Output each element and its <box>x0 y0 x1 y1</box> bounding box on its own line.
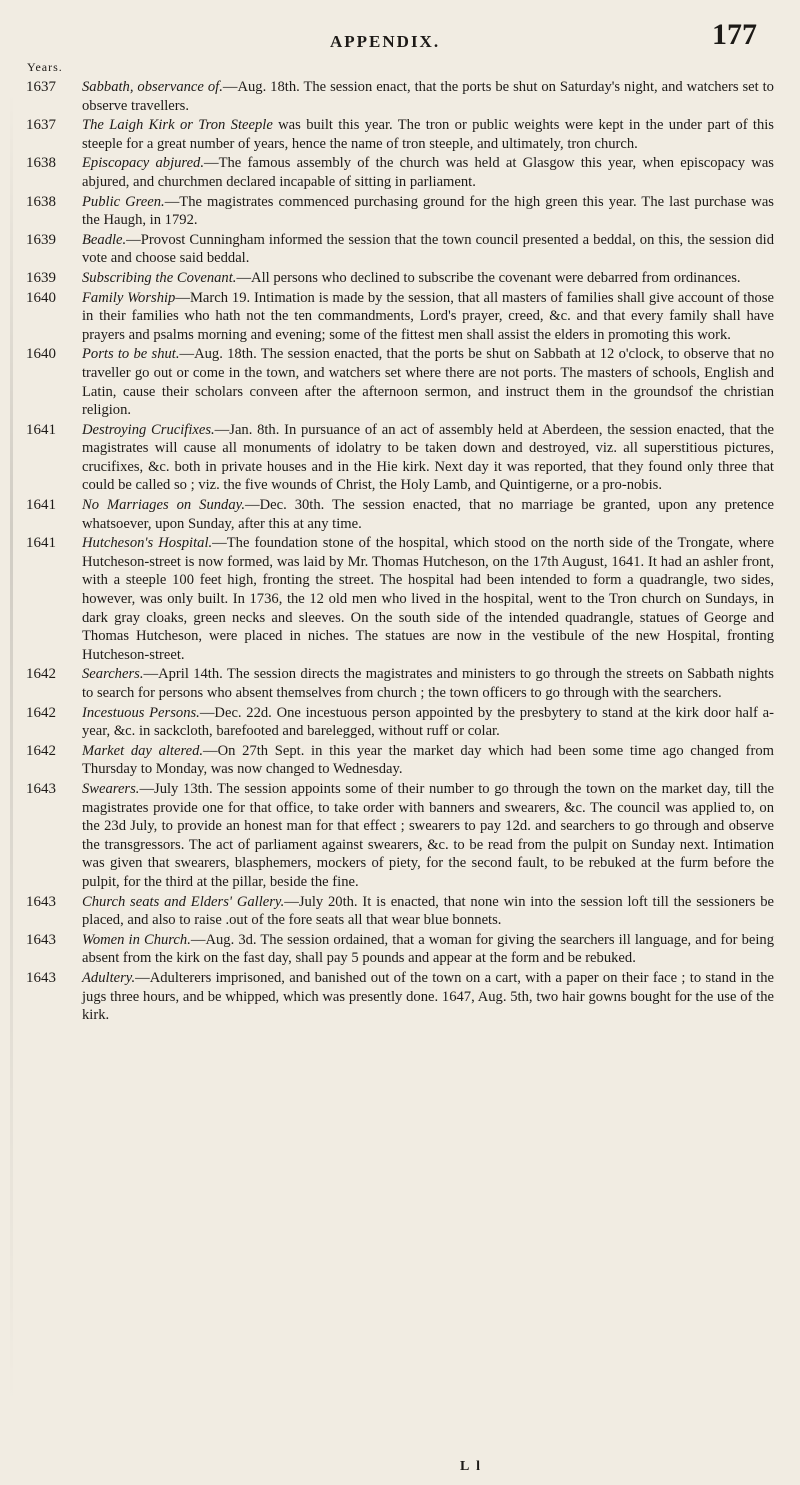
entry-heading: Incestuous Persons. <box>82 704 200 721</box>
chronology-entry <box>26 154 774 191</box>
entry-body: —Aug. 18th. The session enacted, that the ports be shut on Sabbath at 12 o'clock, to observe that no traveller go out or come in the town, and watchers set where there are not ports. The masters of schools, English and Latin, cause their scholars conveen after the afternoon sermon, and instruct them in the groundsof the christian religion. <box>82 346 774 419</box>
entry-heading: Subscribing the Covenant. <box>82 269 237 286</box>
entry-heading: Beadle. <box>82 231 127 248</box>
entry-body: —Aug. 18th. The session enact, that the ports be shut on Saturday's night, and watchers set to observe travellers. <box>82 79 774 114</box>
chronology-entry <box>26 742 774 779</box>
entry-body: —All persons who declined to subscribe the covenant were debarred from ordinances. <box>236 269 741 286</box>
entry-heading: Episcopacy abjured. <box>82 155 204 172</box>
entry-year: 1643 <box>26 780 56 797</box>
entry-body: —Adulterers imprisoned, and banished out of the town on a cart, with a paper on their face ; to stand in the jugs three hours, and be whipped, which was presently done. 1647, Aug. 5th, two hair gowns bought for the use of the kirk. <box>82 969 774 1024</box>
entry-year: 1643 <box>26 969 56 986</box>
entry-year: 1642 <box>26 666 56 683</box>
chronology-entry <box>26 704 774 741</box>
binding-shadow <box>10 90 13 1410</box>
entry-year: 1637 <box>26 79 56 95</box>
entry-body: —The foundation stone of the hospital, which stood on the north side of the Trongate, where Hutcheson-street is now formed, was laid by Mr. Thomas Hutcheson, on the 17th August, 1641. It had an ashler front, with a steeple 100 feet high, fronting the street. The hospital had been intended to form a quadrangle, two sides, however, was only built. In 1736, the 12 old men who lived in the hospital, went to the Tron church on Sundays, in dark gray cloaks, green necks and sleeves. On the south side of the intended quadrangle, statues of George and Thomas Hutcheson, were placed in niches. The statues are now in the vestibule of the new Hospital, fronting Hutcheson-street. <box>82 535 774 663</box>
entry-body: —On 27th Sept. in this year the market day which had been some time ago changed from Thursday to Monday, was now changed to Wednesday. <box>82 742 774 778</box>
entry-year: 1639 <box>26 269 56 286</box>
running-title: APPENDIX. <box>330 32 441 51</box>
entry-heading: Swearers. <box>82 780 140 797</box>
entry-body: —July 13th. The session appoints some of their number to go through the town on the market day, till the magistrates provide one for that office, to take order with banners and swearers, &c. The council was applied to, on the 23d July, to provide an honest man for that effect ; swearers to pay 12d. and searchers to go through and observe the transgressors. The act of parliament against swearers, &c. to be read from the pulpit on Sunday next. Intimation was given that swearers, blasphemers, mockers of piety, for the second fault, to be rebuked at the furm before the pulpit, for the third at the pillar, beside the fine. <box>82 780 774 890</box>
years-column-label: Years. <box>27 60 63 74</box>
entry-body: —Dec. 22d. One incestuous person appointed by the presbytery to stand at the kirk door half a-year, &c. in sackcloth, barefooted and barelegged, without ruff or colar. <box>82 704 774 740</box>
chronology-entry <box>26 665 774 702</box>
entry-heading: No Marriages on Sunday. <box>82 497 245 514</box>
entry-body: —The magistrates commenced purchasing ground for the high green this year. The last purchase was the Haugh, in 1792. <box>82 193 774 229</box>
chronology-entry <box>26 421 774 495</box>
entry-heading: Adultery. <box>82 969 136 986</box>
entry-body: —Jan. 8th. In pursuance of an act of assembly held at Aberdeen, the session enacted, that the magistrates will cause all monuments of idolatry to be taken down and destroyed, viz. all superstitious pictures, crucifixes, &c. both in private houses and in the Hie kirk. Next day it was reported, that they found only three that could be called so ; viz. the five wounds of Christ, the Holy Lamb, and Quintigerne, or a pro-nobis. <box>82 421 775 494</box>
entry-body: —March 19. Intimation is made by the session, that all masters of families shall give account of those in their families who hath not the ten commandments, Lord's prayer, creed, &c. and that every family shall have prayers and psalms morning and evening; some of the fittest men shall assist the elders in promoting this work. <box>82 289 775 343</box>
entry-heading: Family Worship <box>82 289 176 306</box>
entry-heading: Women in Church. <box>82 931 191 948</box>
entry-body: —Provost Cunningham informed the session that the town council presented a beddal, on this, the session did vote and choose said beddal. <box>82 231 774 267</box>
entry-heading: Public Green. <box>82 193 165 210</box>
page-number: 177 <box>712 18 757 51</box>
chronology-entry <box>26 780 774 892</box>
chronology-entry <box>26 269 774 288</box>
entry-heading: Sabbath, observance of. <box>82 79 223 95</box>
signature-mark: L l <box>460 1459 482 1474</box>
entry-year: 1641 <box>26 535 56 552</box>
chronology-entry <box>26 969 774 1025</box>
entry-body: —Aug. 3d. The session ordained, that a woman for giving the searchers ill language, and for being absent from the kirk on the fast day, shall pay 5 pounds and appear at the form and be rebuked. <box>82 931 774 967</box>
entry-body: was built this year. The tron or public weights were kept in the under part of this steeple for a great number of years, hence the name of tron steeple, and ultimately, tron church. <box>82 117 774 152</box>
entry-body: —The famous assembly of the church was held at Glasgow this year, when episcopacy was abjured, and churchmen declared incapable of sitting in parliament. <box>82 155 774 190</box>
entry-year: 1639 <box>26 231 56 248</box>
chronology-entry <box>26 231 774 268</box>
entry-heading: Destroying Crucifixes. <box>82 421 215 438</box>
entry-heading: Ports to be shut. <box>82 346 180 363</box>
chronology-entry <box>26 193 774 230</box>
chronology-entry <box>26 534 774 664</box>
chronology-entry <box>26 345 774 419</box>
chronology-entry <box>26 78 774 115</box>
entry-year: 1638 <box>26 193 56 210</box>
entry-heading: Searchers. <box>82 666 144 683</box>
entry-year: 1643 <box>26 893 56 910</box>
entry-year: 1642 <box>26 704 56 721</box>
entry-year: 1638 <box>26 155 56 172</box>
page-header <box>0 14 800 54</box>
entry-heading: Hutcheson's Hospital. <box>82 535 213 552</box>
entry-year: 1643 <box>26 931 56 948</box>
chronology-entry <box>26 496 774 533</box>
entry-year: 1640 <box>26 289 56 306</box>
chronology-entry <box>26 289 774 345</box>
chronology-entry <box>26 893 774 930</box>
chronology-entry <box>26 931 774 968</box>
entry-body: —Dec. 30th. The session enacted, that no marriage be granted, upon any pretence whatsoever, upon Sunday, after this at any time. <box>82 497 774 532</box>
entry-year: 1640 <box>26 346 56 363</box>
chronology-entry <box>26 116 774 153</box>
entry-year: 1641 <box>26 421 56 438</box>
entry-body: —April 14th. The session directs the magistrates and ministers to go through the streets on Sabbath nights to search for persons who absent themselves from church ; the town officers to go through with the searchers. <box>82 666 774 701</box>
entry-heading: The Laigh Kirk or Tron Steeple <box>82 117 273 134</box>
entry-year: 1641 <box>26 497 56 514</box>
entry-year: 1642 <box>26 742 56 759</box>
entry-body: —July 20th. It is enacted, that none win into the session loft till the sessioners be placed, and also to raise .out of the fore seats all that wear blue bonnets. <box>82 893 775 929</box>
entry-heading: Church seats and Elders' Gallery. <box>82 893 285 910</box>
entry-year: 1637 <box>26 117 56 134</box>
entry-heading: Market day altered. <box>82 742 204 759</box>
chronology-entries <box>26 78 774 1026</box>
